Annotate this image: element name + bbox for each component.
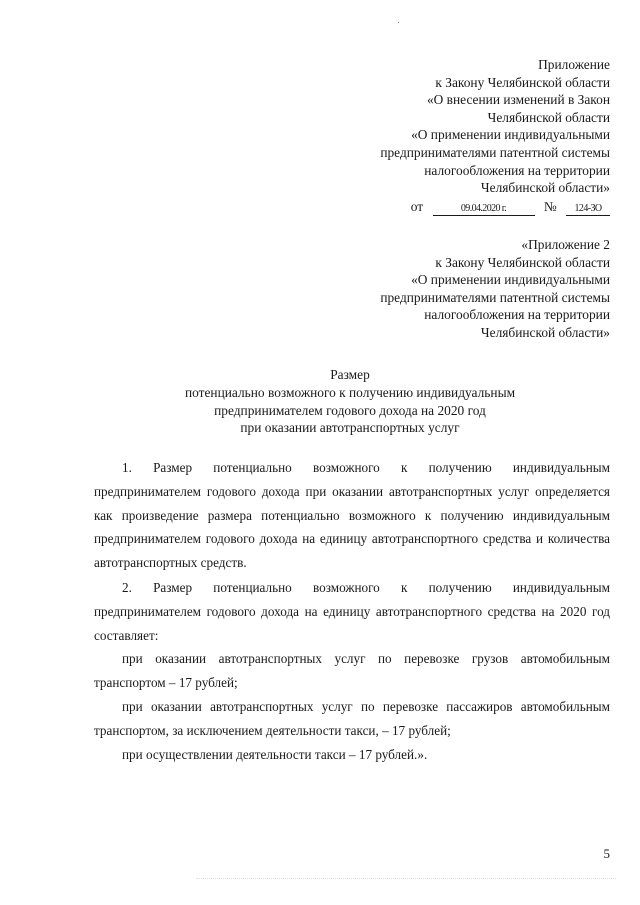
law-number: 124-ЗО bbox=[566, 203, 610, 216]
page-number: 5 bbox=[603, 846, 610, 861]
list-item-taxi: при осуществлении деятельности такси – 17 рублей.». bbox=[122, 746, 428, 762]
appendix-line: к Закону Челябинской области bbox=[435, 74, 610, 90]
scan-edge-line bbox=[196, 878, 616, 879]
date-prefix: от bbox=[410, 198, 424, 214]
appendix-line: Приложение bbox=[538, 57, 610, 72]
title-line: Размер bbox=[330, 367, 370, 382]
number-sign: № bbox=[543, 198, 557, 214]
appendix2-line: к Закону Челябинской области bbox=[435, 254, 610, 270]
paragraph-2: 2. Размер потенциально возможного к получению индивидуальным предпринимателем годового дохода на единицу автотранспортного средства на 2020 год составляет: bbox=[94, 579, 610, 643]
law-date-line bbox=[310, 198, 610, 216]
appendix-line: налогообложения на территории bbox=[424, 162, 610, 178]
scan-speck bbox=[398, 22, 399, 23]
appendix2-line: предпринимателями патентной системы bbox=[380, 289, 610, 305]
appendix-line: Челябинской области» bbox=[480, 180, 610, 196]
appendix2-header bbox=[310, 236, 610, 342]
title-line: при оказании автотранспортных услуг bbox=[240, 420, 460, 436]
appendix2-line: Челябинской области» bbox=[480, 324, 610, 340]
appendix-line: «О внесении изменений в Закон bbox=[426, 92, 610, 108]
title-line: предпринимателем годового дохода на 2020 год bbox=[214, 402, 486, 418]
title-line: потенциально возможного к получению индивидуальным bbox=[184, 384, 516, 400]
appendix-line: Челябинской области bbox=[487, 109, 610, 125]
appendix2-line: налогообложения на территории bbox=[424, 307, 610, 323]
paragraph-1: 1. Размер потенциально возможного к получению индивидуальным предпринимателем годового дохода при оказании автотранспортных услуг определяется как произведение размера потенциально возможного к получению индивидуальным предпринимателем годового дохода на единицу автотранспортного средства и количества автотранспортных средств. bbox=[94, 460, 610, 571]
list-item-passengers: при оказании автотранспортных услуг по перевозке пассажиров автомобильным транспортом, за исключением деятельности такси, – 17 рублей; bbox=[94, 698, 610, 738]
law-date: 09.04.2020 г. bbox=[433, 203, 535, 216]
appendix-line: предпринимателями патентной системы bbox=[380, 144, 610, 160]
appendix2-line: «О применении индивидуальными bbox=[411, 272, 610, 288]
document-body bbox=[94, 456, 610, 766]
appendix2-line: «Приложение 2 bbox=[521, 237, 610, 252]
document-title bbox=[120, 366, 580, 437]
list-item-freight: при оказании автотранспортных услуг по перевозке грузов автомобильным транспортом – 17 рублей; bbox=[94, 651, 610, 691]
appendix-line: «О применении индивидуальными bbox=[411, 127, 610, 143]
appendix-header bbox=[310, 56, 610, 216]
